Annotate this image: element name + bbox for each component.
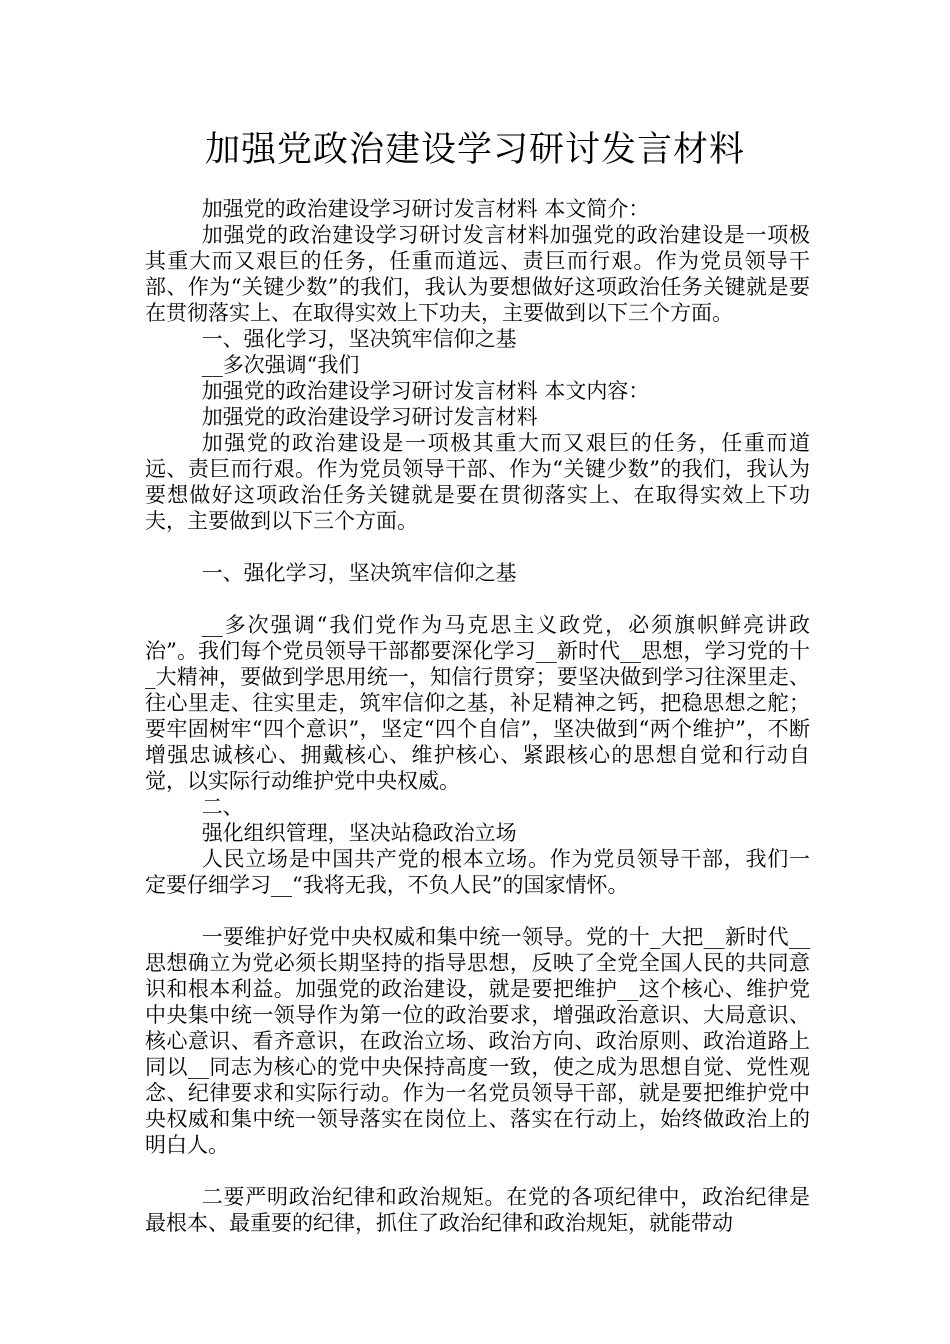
- paragraph: 加强党的政治建设学习研讨发言材料 本文内容：: [201, 379, 650, 403]
- paragraph: 人民立场是中国共产党的根本立场。作为党员领导干部，我们一定要仔细学习__“我将无我，不负人民”的国家情怀。: [145, 847, 810, 897]
- paragraph: 二要严明政治纪律和政治规矩。在党的各项纪律中，政治纪律是最根本、最重要的纪律，抓住了政治纪律和政治规矩，就能带动: [145, 1185, 810, 1235]
- section-heading: 一、强化学习，坚决筑牢信仰之基: [201, 561, 517, 585]
- document-title: 加强党政治建设学习研讨发言材料: [204, 130, 745, 170]
- blank-line: [145, 586, 810, 612]
- blank-line: [145, 534, 810, 560]
- document-body: [145, 196, 810, 1236]
- paragraph: 加强党的政治建设学习研讨发言材料加强党的政治建设是一项极其重大而又艰巨的任务，任重而道远、责巨而行艰。作为党员领导干部、作为“关键少数”的我们，我认为要想做好这项政治任务关键就是要在贯彻落实上、在取得实效上下功夫，主要做到以下三个方面。: [145, 223, 810, 325]
- paragraph: 一要维护好党中央权威和集中统一领导。党的十_大把__新时代__思想确立为党必须长期坚持的指导思想，反映了全党全国人民的共同意识和根本利益。加强党的政治建设，就是要把维护__这个核心、维护党中央集中统一领导作为第一位的政治要求，增强政治意识、大局意识、核心意识、看齐意识，在政治立场、政治方向、政治原则、政治道路上同以__同志为核心的党中央保持高度一致，使之成为思想自觉、党性观念、纪律要求和实际行动。作为一名党员领导干部，就是要把维护党中央权威和集中统一领导落实在岗位上、落实在行动上，始终做政治上的明白人。: [145, 925, 810, 1157]
- section-heading: 强化组织管理，坚决站稳政治立场: [201, 821, 517, 845]
- paragraph: 加强党的政治建设是一项极其重大而又艰巨的任务，任重而道远、责巨而行艰。作为党员领导干部、作为“关键少数”的我们，我认为要想做好这项政治任务关键就是要在贯彻落实上、在取得实效上下功夫，主要做到以下三个方面。: [145, 431, 810, 533]
- paragraph: 加强党的政治建设学习研讨发言材料 本文简介：: [201, 197, 650, 221]
- section-number: 二、: [201, 795, 244, 819]
- paragraph: __多次强调“我们: [201, 353, 360, 377]
- paragraph: __多次强调“我们党作为马克思主义政党，必须旗帜鲜亮讲政治”。我们每个党员领导干部都要深化学习__新时代__思想，学习党的十_大精神，要做到学思用统一，知信行贯穿；要坚决做到学习往深里走、往心里走、往实里走，筑牢信仰之基，补足精神之钙，把稳思想之舵；要牢固树牢“四个意识”，坚定“四个自信”，坚决做到“两个维护”，不断增强忠诚核心、拥戴核心、维护核心、紧跟核心的思想自觉和行动自觉，以实际行动维护党中央权威。: [145, 613, 810, 793]
- blank-line: [145, 898, 810, 924]
- section-heading: 一、强化学习，坚决筑牢信仰之基: [201, 327, 517, 351]
- paragraph: 加强党的政治建设学习研讨发言材料: [201, 405, 538, 429]
- blank-line: [145, 1158, 810, 1184]
